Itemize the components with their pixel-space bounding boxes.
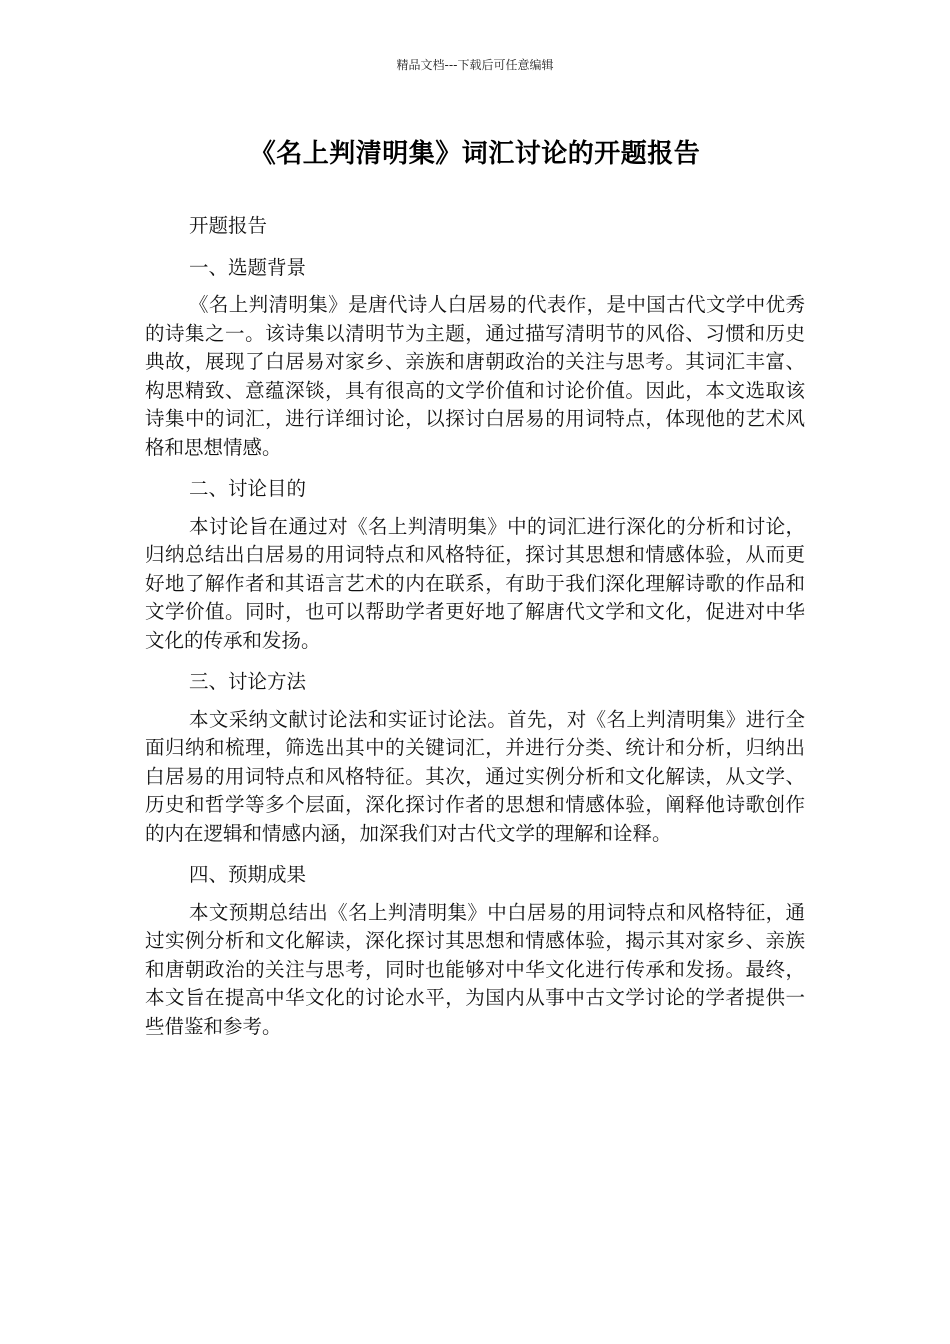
report-label: 开题报告: [189, 214, 268, 237]
section-heading-results: 四、预期成果: [189, 863, 307, 886]
section-heading-method: 三、讨论方法: [189, 670, 307, 693]
document-body: [145, 212, 805, 1041]
section-body-background: 《名上判清明集》是唐代诗人白居易的代表作，是中国古代文学中优秀的诗集之一。该诗集以清明节为主题，通过描写清明节的风俗、习惯和历史典故，展现了白居易对家乡、亲族和唐朝政治的关注与思考。其词汇丰富、构思精致、意蕴深锬，具有很高的文学价值和讨论价值。因此，本文选取该诗集中的词汇，进行详细讨论，以探讨白居易的用词特点，体现他的艺术风格和思想情感。: [145, 293, 805, 459]
section-heading-background: 一、选题背景: [189, 255, 307, 279]
section-body-results: 本文预期总结出《名上判清明集》中白居易的用词特点和风格特征，通过实例分析和文化解读，深化探讨其思想和情感体验，揭示其对家乡、亲族和唐朝政治的关注与思考，同时也能够对中华文化进行传承和发扬。最终，本文旨在提高中华文化的讨论水平，为国内从事中古文学讨论的学者提供一些借鉴和参考。: [145, 900, 805, 1038]
page-header-note: 精品文档---下载后可任意编辑: [396, 58, 554, 72]
section-heading-purpose: 二、讨论目的: [189, 477, 307, 500]
section-body-purpose: 本讨论旨在通过对《名上判清明集》中的词汇进行深化的分析和讨论，归纳总结出白居易的用词特点和风格特征，探讨其思想和情感体验，从而更好地了解作者和其语言艺术的内在联系，有助于我们深化理解诗歌的作品和文学价值。同时，也可以帮助学者更好地了解唐代文学和文化，促进对中华文化的传承和发扬。: [145, 514, 805, 652]
section-body-method: 本文采纳文献讨论法和实证讨论法。首先，对《名上判清明集》进行全面归纳和梳理，筛选出其中的关键词汇，并进行分类、统计和分析，归纳出白居易的用词特点和风格特征。其次，通过实例分析和文化解读，从文学、历史和哲学等多个层面，深化探讨作者的思想和情感体验，阐释他诗歌创作的内在逻辑和情感内涵，加深我们对古代文学的理解和诠释。: [145, 707, 805, 845]
document-title: 《名上判清明集》词汇讨论的开题报告: [249, 139, 701, 169]
